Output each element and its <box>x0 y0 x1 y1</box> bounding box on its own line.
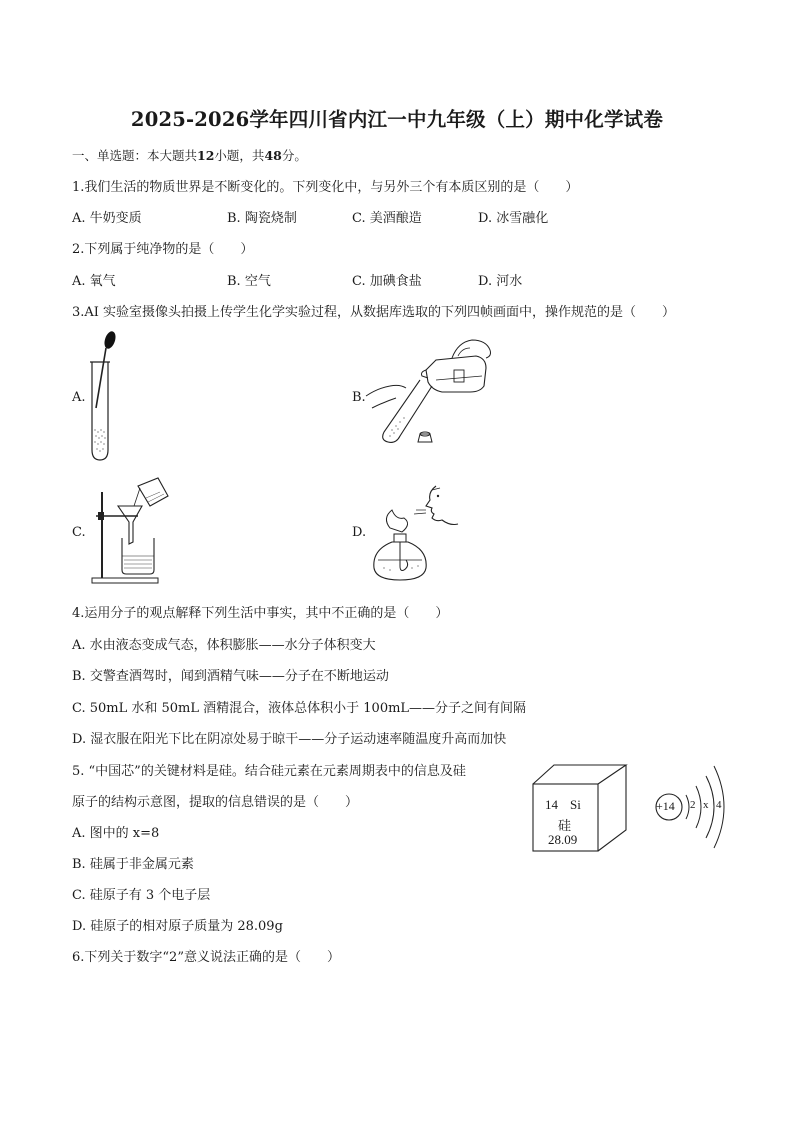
question-5-option-c[interactable]: C. 硅原子有 3 个电子层 <box>72 888 211 903</box>
atom-shell-3: 4 <box>716 799 722 811</box>
question-1-stem: 1.我们生活的物质世界是不断变化的。下列变化中，与另外三个有本质区别的是（ ） <box>72 180 579 195</box>
element-name: 硅 <box>558 819 572 834</box>
question-1-option-c[interactable]: C. 美酒酿造 <box>352 211 422 226</box>
section-score: 48 <box>264 148 282 163</box>
question-5-stem-line2: 原子的结构示意图，提取的信息错误的是（ ） <box>72 795 359 810</box>
question-1-option-b[interactable]: B. 陶瓷烧制 <box>227 211 297 226</box>
section-count: 12 <box>197 148 215 163</box>
question-4-option-a[interactable]: A. 水由液态变成气态，体积膨胀——水分子体积变大 <box>72 638 376 653</box>
question-3-option-c[interactable]: C. <box>72 525 86 540</box>
question-6-stem: 6.下列关于数字“2”意义说法正确的是（ ） <box>72 950 340 965</box>
atom-nucleus-charge: +14 <box>656 799 675 813</box>
section-prefix: 一、单选题：本大题共 <box>72 148 198 163</box>
question-2-option-c[interactable]: C. 加碘食盐 <box>352 274 422 289</box>
question-4-option-c[interactable]: C. 50mL 水和 50mL 酒精混合，液体总体积小于 100mL——分子之间有间隔 <box>72 701 527 716</box>
section-suffix: 分。 <box>281 148 307 163</box>
page-title: 2025-2026学年四川省内江一中九年级（上）期中化学试卷 <box>130 108 664 131</box>
element-symbol: Si <box>570 797 581 812</box>
question-1-option-d[interactable]: D. 冰雪融化 <box>478 211 549 226</box>
question-5-stem-line1: 5. “中国芯”的关键材料是硅。结合硅元素在元素周期表中的信息及硅 <box>72 764 466 779</box>
question-3-option-b[interactable]: B. <box>352 390 366 405</box>
question-5-option-b[interactable]: B. 硅属于非金属元素 <box>72 857 194 872</box>
section-header <box>72 146 307 164</box>
question-4-option-d[interactable]: D. 湿衣服在阳光下比在阴凉处易于晾干——分子运动速率随温度升高而加快 <box>72 732 507 747</box>
alcohol-lamp-illustration <box>366 480 466 584</box>
question-2-stem: 2.下列属于纯净物的是（ ） <box>72 242 254 257</box>
atom-shell-1: 2 <box>690 799 696 811</box>
question-4-option-b[interactable]: B. 交警查酒驾时，闻到酒精气味——分子在不断地运动 <box>72 669 389 684</box>
element-atomic-number: 14 <box>545 797 558 812</box>
question-4-stem: 4.运用分子的观点解释下列生活中事实，其中不正确的是（ ） <box>72 606 449 621</box>
question-2-option-b[interactable]: B. 空气 <box>227 274 271 289</box>
dropper-in-test-tube-illustration <box>84 330 124 465</box>
element-atomic-mass: 28.09 <box>548 832 578 847</box>
filtration-illustration <box>86 474 186 586</box>
question-2-option-a[interactable]: A. 氧气 <box>72 274 116 289</box>
question-5-option-d[interactable]: D. 硅原子的相对原子质量为 28.09g <box>72 919 283 934</box>
question-2-option-d[interactable]: D. 河水 <box>478 274 523 289</box>
question-3-option-d[interactable]: D. <box>352 525 367 540</box>
section-mid: 小题，共 <box>214 148 265 163</box>
question-1-option-a[interactable]: A. 牛奶变质 <box>72 211 142 226</box>
question-3-option-a[interactable]: A. <box>72 390 86 405</box>
atom-shell-2: x <box>703 799 709 811</box>
question-3-stem: 3.AI 实验室摄像头拍摄上传学生化学实验过程，从数据库选取的下列四帧画面中，操作规范的是（ ） <box>72 305 676 320</box>
question-5-option-a[interactable]: A. 图中的 x=8 <box>72 826 160 841</box>
pouring-liquid-illustration <box>366 336 496 454</box>
